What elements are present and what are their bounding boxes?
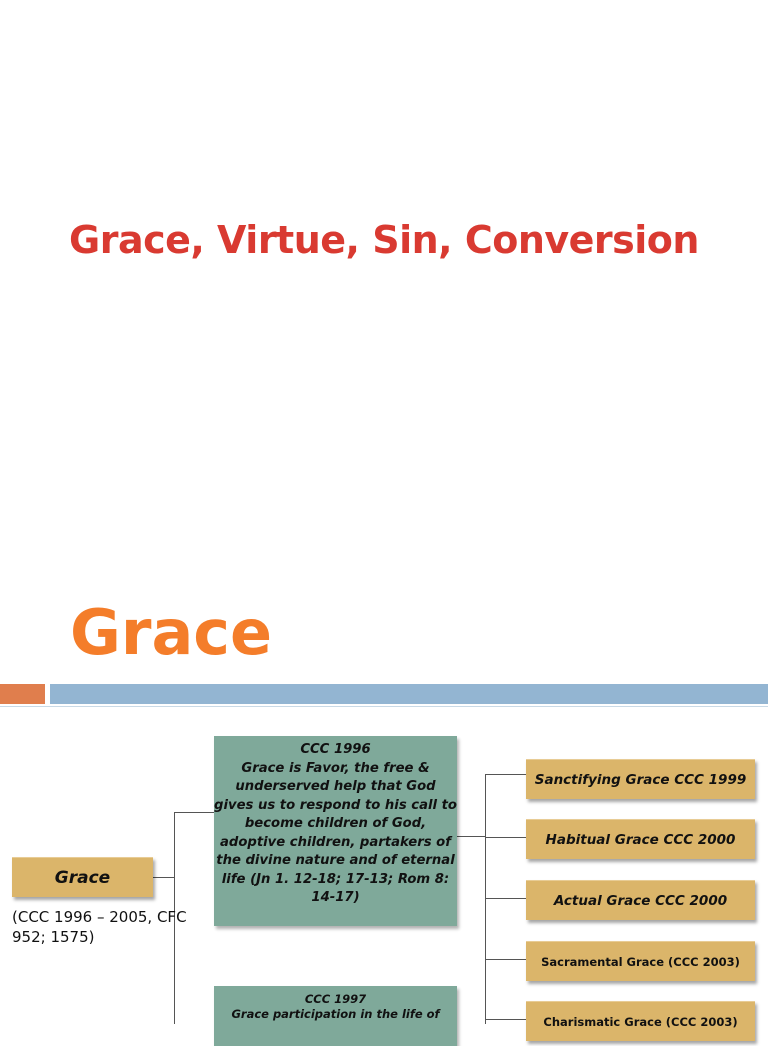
- definition-line: gives us to respond to his call to: [214, 797, 457, 813]
- grace-type-label: Habitual Grace CCC 2000: [545, 831, 736, 848]
- connector-line: [485, 774, 486, 1024]
- definition-line: life (Jn 1. 12-18; 17-13; Rom 8:: [221, 871, 450, 887]
- connector-line: [174, 812, 214, 813]
- sacramental-grace-box: [526, 941, 755, 981]
- definition-line: CCC 1997: [304, 992, 367, 1006]
- connector-line: [485, 959, 526, 960]
- accent-bar-blue: [50, 684, 768, 704]
- slide-1-title: Grace, Virtue, Sin, Conversion: [69, 218, 699, 262]
- definition-line: 14-17): [311, 890, 360, 905]
- sanctifying-grace-box: [526, 759, 755, 799]
- grace-box: Grace: [12, 857, 153, 897]
- definition-line: CCC 1996: [300, 742, 371, 757]
- accent-bar-orange: [0, 684, 45, 704]
- definition-box-ccc-1997: [214, 986, 457, 1046]
- definition-line: the divine nature and of eternal: [216, 853, 455, 868]
- connector-line: [485, 1019, 526, 1020]
- connector-line: [485, 898, 526, 899]
- definition-line: become children of God,: [244, 816, 427, 831]
- definition-line: Grace is Favor, the free &: [241, 760, 430, 776]
- definition-line: underserved help that God: [235, 779, 436, 794]
- grace-type-label: Sacramental Grace (CCC 2003): [541, 954, 740, 969]
- grace-reference: (CCC 1996 – 2005, CFC 952; 1575): [12, 908, 187, 946]
- charismatic-grace-box: [526, 1001, 755, 1041]
- grace-type-label: Sanctifying Grace CCC 1999: [534, 771, 747, 788]
- connector-line: [485, 774, 526, 775]
- slide-2-title: Grace: [70, 596, 273, 669]
- connector-line: [153, 877, 174, 878]
- habitual-grace-box: [526, 819, 755, 859]
- grace-type-label: Charismatic Grace (CCC 2003): [543, 1014, 738, 1029]
- definition-box-ccc-1996: [214, 736, 457, 926]
- definition-line: Grace participation in the life of: [231, 1007, 440, 1021]
- definition-line: adoptive children, partakers of: [220, 834, 451, 850]
- connector-line: [485, 837, 526, 838]
- connector-line: [457, 836, 485, 837]
- divider-line: [0, 706, 768, 707]
- actual-grace-box: [526, 880, 755, 920]
- grace-type-label: Actual Grace CCC 2000: [553, 892, 728, 909]
